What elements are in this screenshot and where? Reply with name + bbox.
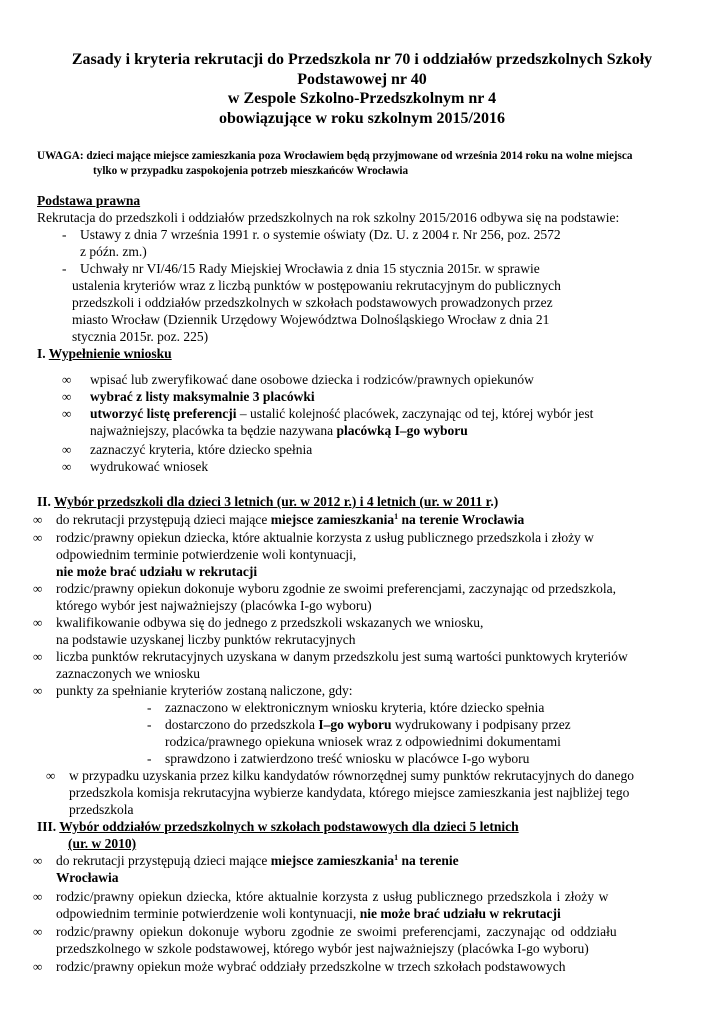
s2-p1-a: do rekrutacji przystępują dzieci mające xyxy=(56,512,271,527)
section-1-number: I. xyxy=(37,346,46,361)
section-3-heading xyxy=(37,818,519,835)
legal-item-2-line-2: ustalenia kryteriów wraz z liczbą punktów w postępowaniu rekrutacyjnym do publicznych xyxy=(72,278,561,293)
title-line-4: obowiązujące w roku szkolnym 2015/2016 xyxy=(219,109,505,127)
section-2-title: Wybór przedszkoli dla dzieci 3 letnich (ur. w 2012 r.) i 4 letnich (ur. w 2011 r xyxy=(54,494,491,509)
s2-d2-a: dostarczono do przedszkola xyxy=(165,717,319,732)
footnote-marker: 1 xyxy=(394,853,399,862)
bullet-icon: ∞ xyxy=(33,581,43,596)
section-3-title-line-2: (ur. w 2010) xyxy=(68,836,137,851)
legal-item-2-line-5: stycznia 2015r. poz. 225) xyxy=(72,329,209,344)
bullet-icon: ∞ xyxy=(62,389,72,404)
s1-item-3-line-2 xyxy=(90,422,468,439)
bullet-icon: ∞ xyxy=(33,683,43,698)
title-line-1: Zasady i kryteria rekrutacji do Przedszkola nr 70 i oddziałów przedszkolnych Szkoły xyxy=(71,51,653,68)
title-line-3: w Zespole Szkolno-Przedszkolnym nr 4 xyxy=(227,90,497,107)
s2-p6: punkty za spełnianie kryteriów zostaną naliczone, gdy: xyxy=(56,683,353,698)
bullet-icon: ∞ xyxy=(33,649,43,664)
s2-d2-c: wydrukowany i podpisany przez xyxy=(391,717,571,732)
s2-p7-line-1: w przypadku uzyskania przez kilku kandydatów równorzędnej sumy punktów rekrutacyjnych do danego xyxy=(69,768,634,783)
section-2-title-end: .) xyxy=(490,494,499,509)
document-title xyxy=(20,50,704,128)
s1-item-1: wpisać lub zweryfikować dane osobowe dziecka i rodziców/prawnych opiekunów xyxy=(90,372,534,387)
s2-p5-line-2: zaznaczonych we wniosku xyxy=(56,666,200,681)
bullet-icon: ∞ xyxy=(62,442,72,457)
s2-p7-line-3: przedszkola xyxy=(69,802,134,817)
s3-p1-b: miejsce zamieszkania xyxy=(270,853,395,868)
bullet-icon: ∞ xyxy=(33,959,43,974)
s2-dash-1: - xyxy=(147,700,152,715)
legal-item-2-line-3: przedszkoli i oddziałów przedszkolnych w szkołach podstawowych prowadzonych przez xyxy=(72,295,553,310)
s2-d2 xyxy=(165,716,571,733)
section-3-title-line-1: Wybór oddziałów przedszkolnych w szkołach podstawowych dla dzieci 5 letnich xyxy=(59,819,519,834)
s1-item-3-line-2a: najważniejszy, placówka ta będzie nazywana xyxy=(90,423,337,438)
legal-heading: Podstawa prawna xyxy=(37,193,141,208)
bullet-icon: ∞ xyxy=(62,372,72,387)
s1-item-3-line-2b: placówką I–go wyboru xyxy=(336,423,468,438)
legal-item-1-line-2: z późn. zm.) xyxy=(80,244,147,259)
section-2-number: II. xyxy=(37,494,51,509)
bullet-icon: ∞ xyxy=(33,530,43,545)
s2-p4-line-2: na podstawie uzyskanej liczby punktów rekrutacyjnych xyxy=(56,632,356,647)
s3-p2-line-2 xyxy=(56,905,561,922)
legal-dash-2: - xyxy=(62,261,67,276)
s2-p1-c: na terenie Wrocławia xyxy=(398,512,525,527)
s3-p4: rodzic/prawny opiekun może wybrać oddziały przedszkolne w trzech szkołach podstawowych xyxy=(56,959,566,974)
s1-item-4: zaznaczyć kryteria, które dziecko spełnia xyxy=(90,442,313,457)
bullet-icon: ∞ xyxy=(33,924,43,939)
bullet-icon: ∞ xyxy=(46,768,56,783)
legal-item-1-line-1: Ustawy z dnia 7 września 1991 r. o systemie oświaty (Dz. U. z 2004 r. Nr 256, poz. 2572 xyxy=(80,227,561,242)
s3-p1-a: do rekrutacji przystępują dzieci mające xyxy=(56,853,271,868)
s2-d2-b: I–go wyboru xyxy=(318,717,392,732)
s3-p1-c: na terenie xyxy=(398,853,459,868)
s2-dash-3: - xyxy=(147,751,152,766)
s2-p3-line-2: którego wybór jest najważniejszy (placówka I-go wyboru) xyxy=(56,598,372,613)
s2-p7-line-2: przedszkola komisja rekrutacyjna wybierze kandydata, którego miejsce zamieszkania jest najbliżej tego xyxy=(69,785,630,800)
legal-item-2-line-1: Uchwały nr VI/46/15 Rady Miejskiej Wrocławia z dnia 15 stycznia 2015r. w sprawie xyxy=(80,261,540,276)
s2-dash-2: - xyxy=(147,717,152,732)
warning-line-1: UWAGA: dzieci mające miejsce zamieszkania poza Wrocławiem będą przyjmowane od września 2014 roku na wolne miejsca xyxy=(37,150,633,162)
warning-note xyxy=(37,149,717,179)
s3-p3-line-1: rodzic/prawny opiekun dokonuje wyboru zgodnie ze swoimi preferencjami, zaczynając od oddziału xyxy=(56,924,617,939)
section-1-heading xyxy=(37,345,172,362)
footnote-marker: 1 xyxy=(394,512,399,521)
s3-p2-line-2b: nie może brać udziału w rekrutacji xyxy=(359,906,561,921)
bullet-icon: ∞ xyxy=(33,889,43,904)
title-line-2: Podstawowej nr 40 xyxy=(297,70,427,88)
s2-p2-line-1: rodzic/prawny opiekun dziecka, które aktualnie korzysta z usług publicznego przedszkola i złoży w xyxy=(56,530,594,545)
legal-dash-1: - xyxy=(62,227,67,242)
s2-p1 xyxy=(56,511,524,528)
s3-p1 xyxy=(56,852,459,869)
s3-p2-line-2a: odpowiednim terminie potwierdzenie woli kontynuacji, xyxy=(56,906,360,921)
bullet-icon: ∞ xyxy=(33,853,43,868)
s1-item-3 xyxy=(90,405,593,422)
s2-p3-line-1: rodzic/prawny opiekun dokonuje wyboru zgodnie ze swoimi preferencjami, zaczynając od przedszkola, xyxy=(56,581,617,596)
s3-p1-line-2: Wrocławia xyxy=(56,870,119,885)
bullet-icon: ∞ xyxy=(33,512,43,527)
bullet-icon: ∞ xyxy=(62,406,72,421)
s2-p1-b: miejsce zamieszkania xyxy=(270,512,395,527)
bullet-icon: ∞ xyxy=(62,459,72,474)
s1-item-3-rest: – ustalić kolejność placówek, zaczynając od tej, której wybór jest xyxy=(236,406,594,421)
s2-p2-line-2: odpowiednim terminie potwierdzenie woli kontynuacji, xyxy=(56,547,357,562)
legal-item-2-line-4: miasto Wrocław (Dziennik Urzędowy Województwa Dolnośląskiego Wrocław z dnia 21 xyxy=(72,312,550,327)
s1-item-3-bold: utworzyć listę preferencji xyxy=(90,406,237,421)
bullet-icon: ∞ xyxy=(33,615,43,630)
s2-p5-line-1: liczba punktów rekrutacyjnych uzyskana w danym przedszkolu jest sumą wartości punktowych kryteriów xyxy=(56,649,628,664)
s3-p2-line-1: rodzic/prawny opiekun dziecka, które aktualnie korzysta z usług publicznego przedszkola i złoży w xyxy=(56,889,609,904)
s2-d3: sprawdzono i zatwierdzono treść wniosku w placówce I-go wyboru xyxy=(165,751,530,766)
s2-d2-line-2: rodzica/prawnego opiekuna wniosek wraz z odpowiednimi dokumentami xyxy=(165,734,561,749)
s2-p2-line-3: nie może brać udziału w rekrutacji xyxy=(56,564,258,579)
s3-p3-line-2: przedszkolnego w szkole podstawowej, którego wybór jest najważniejszy (placówka I-go wyboru) xyxy=(56,941,589,956)
s1-item-2: wybrać z listy maksymalnie 3 placówki xyxy=(90,389,315,404)
s2-d1: zaznaczono w elektronicznym wniosku kryteria, które dziecko spełnia xyxy=(165,700,545,715)
s2-p4-line-1: kwalifikowanie odbywa się do jednego z przedszkoli wskazanych we wniosku, xyxy=(56,615,484,630)
legal-intro: Rekrutacja do przedszkoli i oddziałów przedszkolnych na rok szkolny 2015/2016 odbywa się na podstawie: xyxy=(37,210,620,225)
warning-line-2: tylko w przypadku zaspokojenia potrzeb mieszkańców Wrocławia xyxy=(93,165,409,177)
section-1-title: Wypełnienie wniosku xyxy=(48,346,172,361)
section-3-number: III. xyxy=(37,819,57,834)
s1-item-5: wydrukować wniosek xyxy=(90,459,209,474)
section-2-heading xyxy=(37,493,498,510)
